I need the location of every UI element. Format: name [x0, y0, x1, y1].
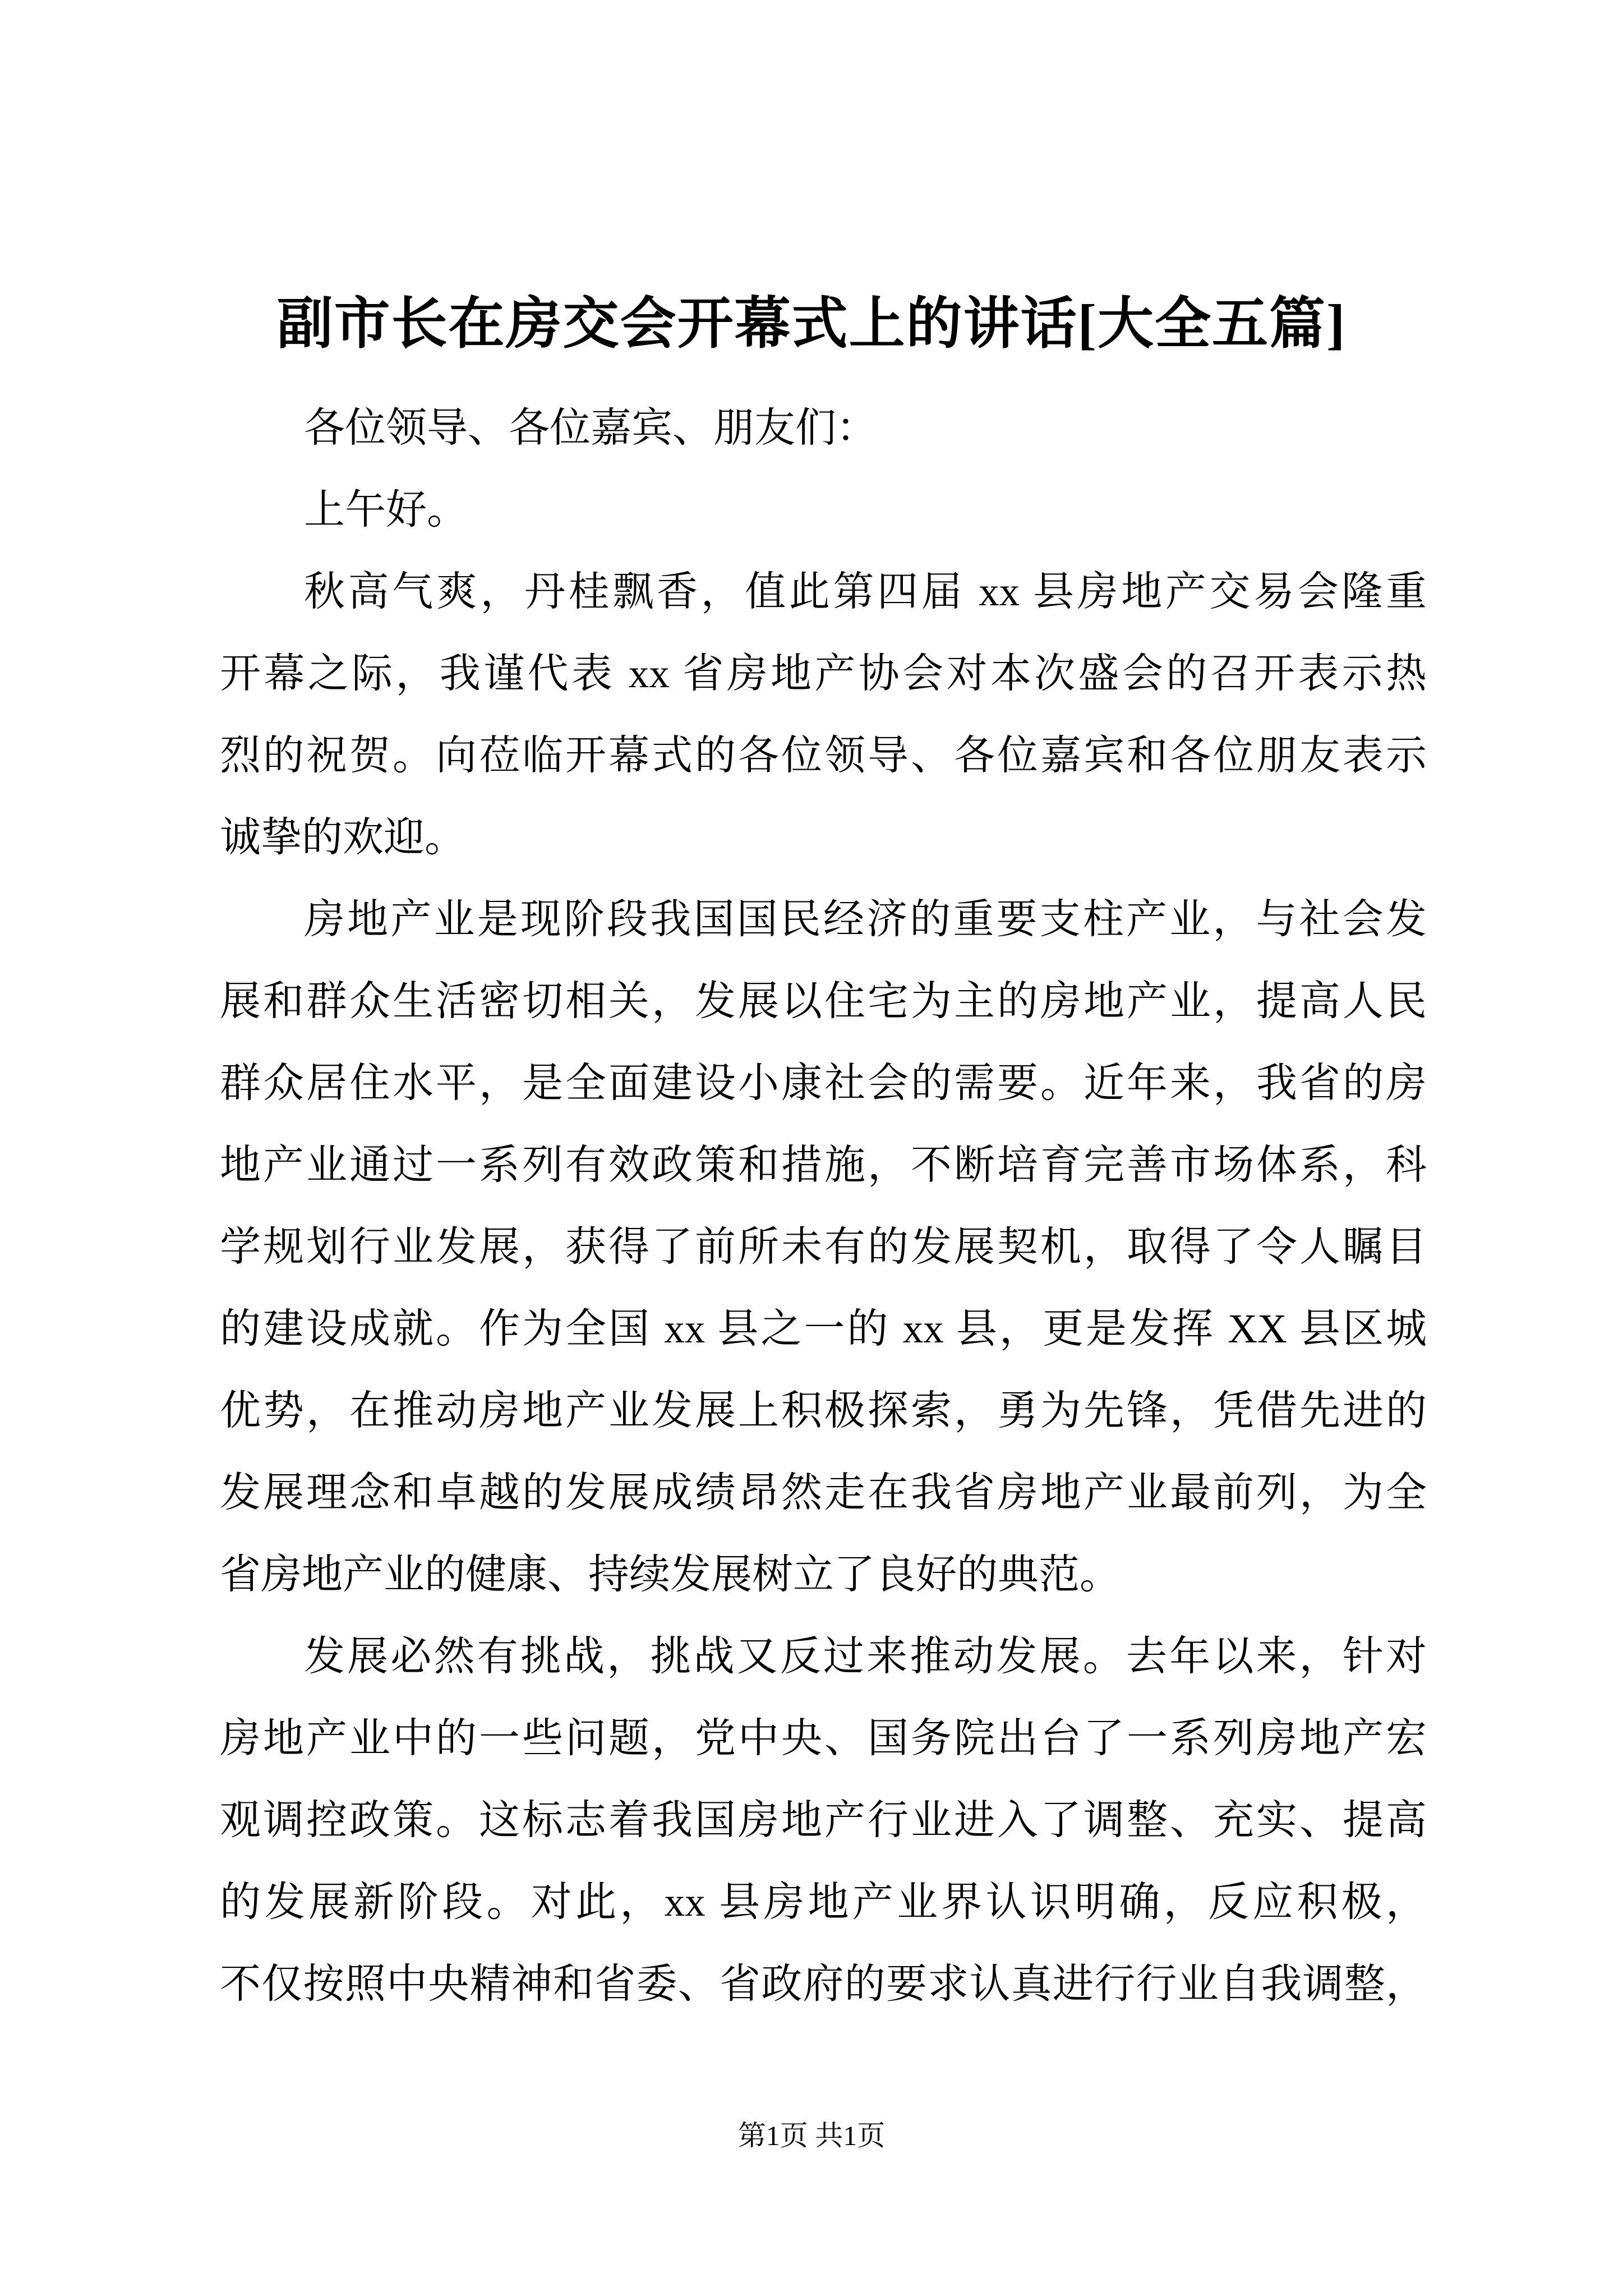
- text-line: 优势，在推动房地产业发展上积极探索，勇为先锋，凭借先进的: [220, 1388, 1427, 1433]
- text-line: 发展必然有挑战，挑战又反过来推动发展。去年以来，针对: [304, 1634, 1427, 1679]
- text-line: 诚挚的欢迎。: [220, 815, 465, 860]
- document-body: [220, 387, 1427, 2025]
- page-number-footer: 第1页 共1页: [737, 2120, 886, 2151]
- text-line: 上午好。: [304, 487, 468, 532]
- text-line: 不仅按照中央精神和省委、省政府的要求认真进行行业自我调整，: [220, 1961, 1427, 2007]
- text-line: 地产业通过一系列有效政策和措施，不断培育完善市场体系，科: [220, 1142, 1427, 1188]
- text-line: 发展理念和卓越的发展成绩昂然走在我省房地产业最前列，为全: [220, 1470, 1427, 1515]
- text-line: 房地产业是现阶段我国国民经济的重要支柱产业，与社会发: [304, 896, 1427, 942]
- text-line: 的发展新阶段。对此，xx 县房地产业界认识明确，反应积极，: [220, 1879, 1427, 1925]
- document-title: 副市长在房交会开幕式上的讲话[大全五篇]: [276, 293, 1347, 355]
- text-line: 开幕之际，我谨代表 xx 省房地产协会对本次盛会的召开表示热: [220, 651, 1427, 696]
- text-line: 秋高气爽，丹桂飘香，值此第四届 xx 县房地产交易会隆重: [304, 569, 1427, 614]
- text-line: 的建设成就。作为全国 xx 县之一的 xx 县，更是发挥 XX 县区城: [220, 1306, 1427, 1351]
- text-line: 烈的祝贺。向莅临开幕式的各位领导、各位嘉宾和各位朋友表示: [220, 733, 1427, 778]
- text-line: 展和群众生活密切相关，发展以住宅为主的房地产业，提高人民: [220, 978, 1427, 1024]
- text-line: 省房地产业的健康、持续发展树立了良好的典范。: [220, 1552, 1121, 1597]
- text-line: 群众居住水平，是全面建设小康社会的需要。近年来，我省的房: [220, 1060, 1427, 1106]
- text-line: 各位领导、各位嘉宾、朋友们：: [304, 405, 877, 450]
- text-line: 观调控政策。这标志着我国房地产行业进入了调整、充实、提高: [220, 1797, 1427, 1843]
- text-line: 学规划行业发展，获得了前所未有的发展契机，取得了令人瞩目: [220, 1224, 1427, 1269]
- text-line: 房地产业中的一些问题，党中央、国务院出台了一系列房地产宏: [220, 1715, 1427, 1761]
